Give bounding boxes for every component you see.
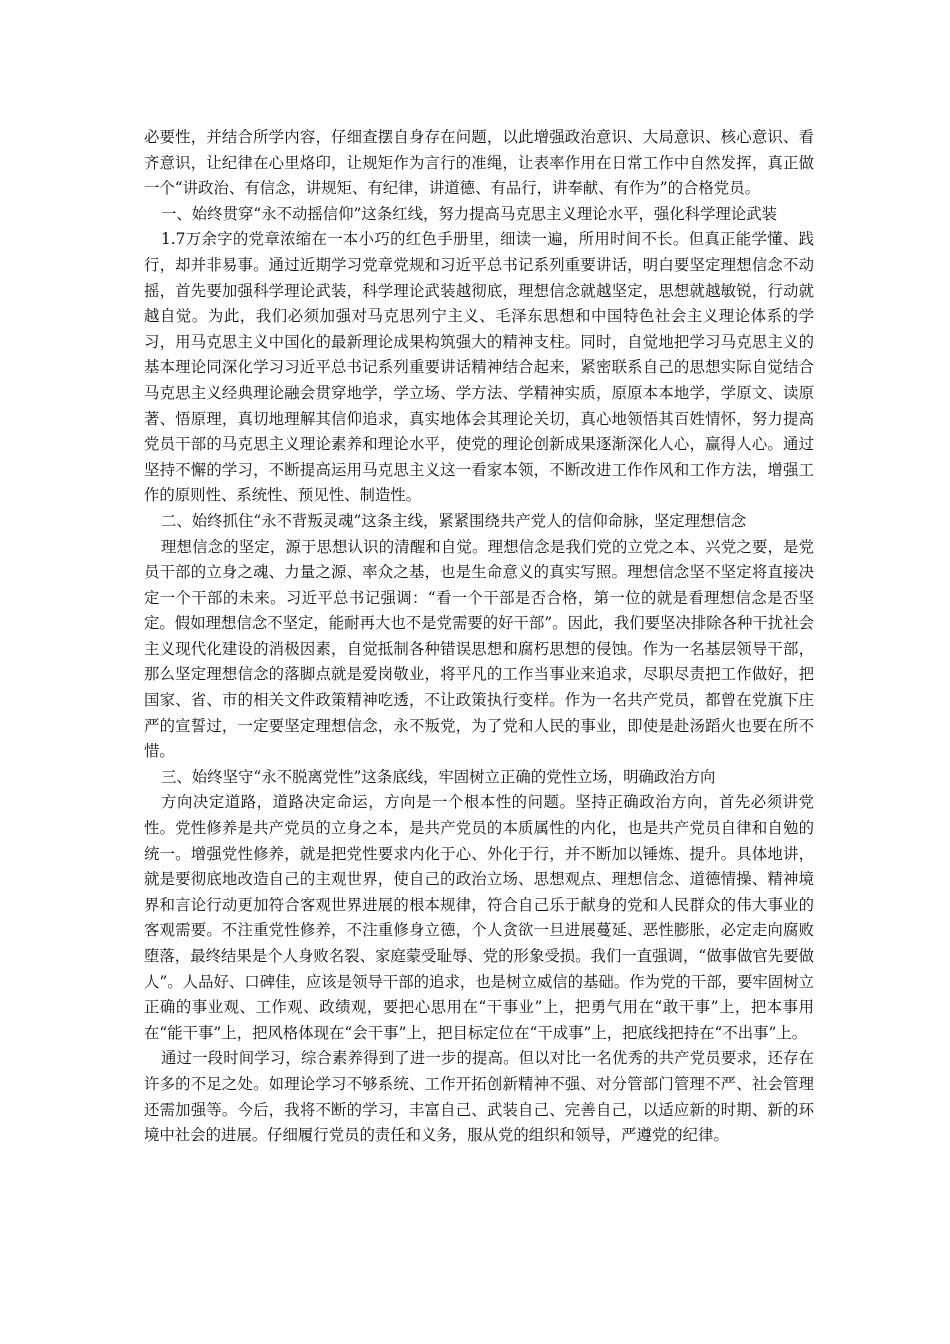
paragraph-section-2: 理想信念的坚定，源于思想认识的清醒和自觉。理想信念是我们党的立党之本、兴党之要，是党员干部的立身之魂、力量之源、率众之基，也是生命意义的真实写照。理想信念坚不坚定将直接决定一个干部的未来。习近平总书记强调：“看一个干部是否合格，第一位的就是看理想信念是否坚定。假如理想信念不坚定，能耐再大也不是党需要的好干部”。因此，我们要坚决排除各种干扰社会主义现代化建设的消极因素，自觉抵制各种错误思想和腐朽思想的侵蚀。作为一名基层领导干部，那么坚定理想信念的落脚点就是爱岗敬业，将平凡的工作当事业来追求，尽职尽责把工作做好，把国家、省、市的相关文件政策精神吃透，不让政策执行变样。作为一名共产党员，都曾在党旗下庄严的宣誓过，一定要坚定理想信念，永不叛党，为了党和人民的事业，即使是赴汤蹈火也要在所不惜。: [144, 537, 814, 761]
paragraph-intro: 必要性，并结合所学内容，仔细查摆自身存在问题，以此增强政治意识、大局意识、核心意识、看齐意识，让纪律在心里烙印，让规矩作为言行的准绳，让表率作用在日常工作中自然发挥，真正做一个“讲政治、有信念，讲规矩、有纪律，讲道德、有品行，讲奉献、有作为”的合格党员。: [144, 128, 814, 198]
section-heading-3: 三、始终坚守“永不脱离党性”这条底线，牢固树立正确的党性立场，明确政治方向: [161, 767, 716, 786]
section-heading-2: 二、始终抓住“永不背叛灵魂”这条主线，紧紧围绕共产党人的信仰命脉，坚定理想信念: [161, 511, 747, 530]
paragraph-conclusion: 通过一段时间学习，综合素养得到了进一步的提高。但以对比一名优秀的共产党员要求，还存在许多的不足之处。如理论学习不够系统、工作开拓创新精神不强、对分管部门管理不严、社会管理还需加强等。今后，我将不断的学习，丰富自己、武装自己、完善自己，以适应新的时期、新的环境中社会的进展。仔细履行党员的责任和义务，服从党的组织和领导，严遵党的纪律。: [144, 1049, 814, 1145]
paragraph-section-3: 方向决定道路，道路决定命运，方向是一个根本性的问题。坚持正确政治方向，首先必须讲党性。党性修养是共产党员的立身之本，是共产党员的本质属性的内化，也是共产党员自律和自勉的统一。增强党性修养，就是把党性要求内化于心、外化于行，并不断加以锤炼、提升。具体地讲，就是要彻底地改造自己的主观世界，使自己的政治立场、思想观点、理想信念、道德情操、精神境界和言论行动更加符合客观世界进展的根本规律，符合自己乐于献身的党和人民群众的伟大事业的客观需要。不注重党性修养，不注重修身立德，个人贪欲一旦进展蔓延、恶性膨胀，必定走向腐败堕落，最终结果是个人身败名裂、家庭蒙受耻辱、党的形象受损。我们一直强调，“做事做官先要做人”。人品好、口碑佳，应该是领导干部的追求，也是树立威信的基础。作为党的干部，要牢固树立正确的事业观、工作观、政绩观，要把心思用在“干事业”上，把勇气用在“敢干事”上，把本事用在“能干事”上，把风格体现在“会干事”上，把目标定位在“干成事”上，把底线把持在“不出事”上。: [144, 793, 814, 1042]
section-heading-1: 一、始终贯穿“永不动摇信仰”这条红线，努力提高马克思主义理论水平，强化科学理论武装: [161, 204, 777, 223]
paragraph-section-1: 1.7万余字的党章浓缩在一本小巧的红色手册里，细读一遍，所用时间不长。但真正能学懂、践行，却并非易事。通过近期学习党章党规和习近平总书记系列重要讲话，明白要坚定理想信念不动摇，首先要加强科学理论武装，科学理论武装越彻底，理想信念就越坚定，思想就越敏锐，行动就越自觉。为此，我们必须加强对马克思列宁主义、毛泽东思想和中国特色社会主义理论体系的学习，用马克思主义中国化的最新理论成果构筑强大的精神支柱。同时，自觉地把学习马克思主义的基本理论同深化学习习近平总书记系列重要讲话精神结合起来，紧密联系自己的思想实际自觉结合马克思主义经典理论融会贯穿地学，学立场、学方法、学精神实质，原原本本地学，学原文、读原著、悟原理，真切地理解其信仰追求，真实地体会其理论关切，真心地领悟其百姓情怀，努力提高党员干部的马克思主义理论素养和理论水平，使党的理论创新成果逐渐深化人心，赢得人心。通过坚持不懈的学习，不断提高运用马克思主义这一看家本领，不断改进工作作风和工作方法，增强工作的原则性、系统性、预见性、制造性。: [144, 230, 814, 505]
document-body: [144, 125, 814, 1149]
